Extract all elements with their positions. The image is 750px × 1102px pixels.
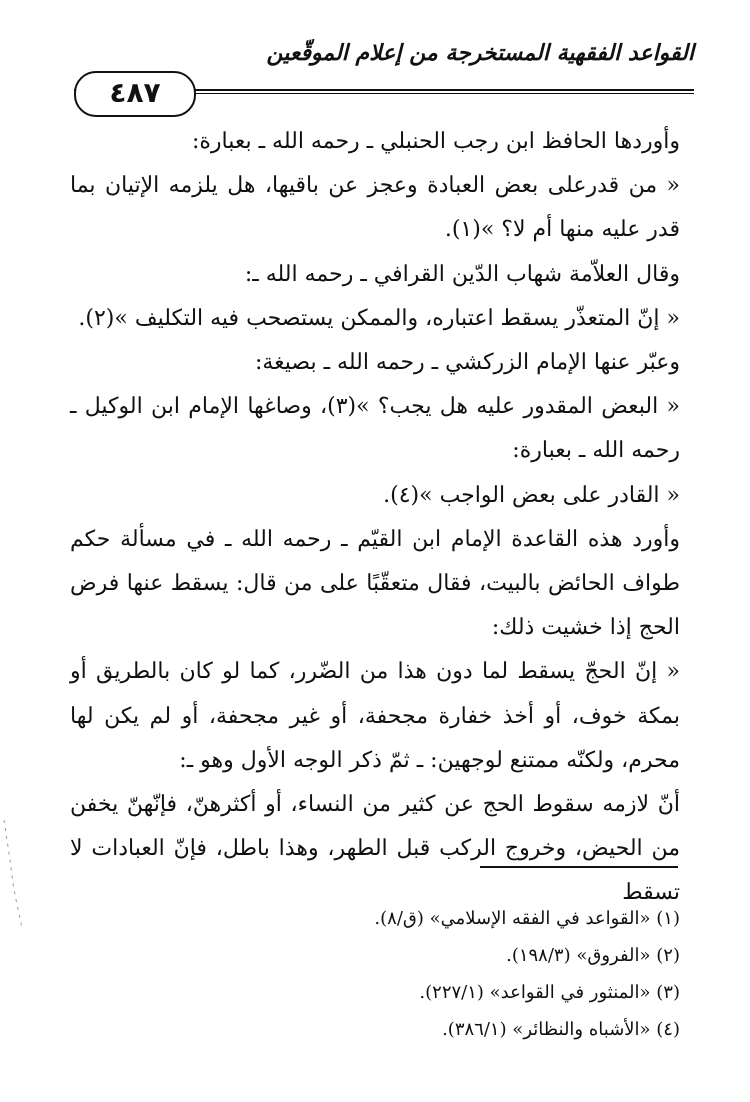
main-text bbox=[70, 120, 680, 916]
page-number: ٤٨٧ bbox=[74, 71, 196, 117]
footnote: (٤) «الأشباه والنظائر» (٣٨٦/١). bbox=[442, 1019, 680, 1040]
paragraph: « من قدرعلى بعض العبادة وعجز عن باقيها، هل يلزمه الإتيان بما قدر عليه منها أم لا؟ »(١). bbox=[70, 173, 680, 243]
paragraph: « إنّ الحجّ يسقط لما دون هذا من الضّرر، كما لو كان بالطريق أو بمكة خوف، أو أخذ خفارة مجحفة، أو غير مجحفة، أو لم يكن لها محرم، ولكنّه ممتنع لوجهين: ـ ثمّ ذكر الوجه الأول وهو ـ: bbox=[70, 659, 680, 773]
footnotes bbox=[80, 900, 680, 1048]
footnote: (١) «القواعد في الفقه الإسلامي» (ق/٨). bbox=[374, 908, 680, 929]
paragraph: وأوردها الحافظ ابن رجب الحنبلي ـ رحمه الله ـ بعبارة: bbox=[191, 129, 680, 154]
footnote: (٣) «المنثور في القواعد» (٢٢٧/١). bbox=[419, 982, 680, 1003]
paragraph: أنّ لازمه سقوط الحج عن كثير من النساء، أو أكثرهنّ، فإنّهنّ يخفن من الحيض، وخروج الركب قبل الطهر، وهذا باطل، فإنّ العبادات لا تسقط bbox=[70, 792, 680, 906]
scan-edge-mark bbox=[0, 820, 30, 930]
paragraph: وقال العلاّمة شهاب الدّين القرافي ـ رحمه الله ـ: bbox=[244, 261, 680, 287]
paragraph: « البعض المقدور عليه هل يجب؟ »(٣)، وصاغها الإمام ابن الوكيل ـ رحمه الله ـ بعبارة: bbox=[70, 394, 680, 464]
paragraph: « إنّ المتعذّر يسقط اعتباره، والممكن يستصحب فيه التكليف »(٢). bbox=[78, 305, 680, 331]
page-header bbox=[74, 40, 694, 110]
footnote-separator bbox=[480, 866, 678, 868]
footnote: (٢) «الفروق» (١٩٨/٣). bbox=[506, 945, 680, 966]
running-title: القواعد الفقهية المستخرجة من إعلام الموقّعين bbox=[266, 40, 694, 66]
paragraph: وعبّر عنها الإمام الزركشي ـ رحمه الله ـ بصيغة: bbox=[254, 350, 680, 376]
paragraph: « القادر على بعض الواجب »(٤). bbox=[383, 482, 680, 508]
paragraph: وأورد هذه القاعدة الإمام ابن القيّم ـ رحمه الله ـ في مسألة حكم طواف الحائض بالبيت، فقال متعقّبًا على من قال: يسقط عنها فرض الحج إذا خشيت ذلك: bbox=[70, 526, 680, 641]
